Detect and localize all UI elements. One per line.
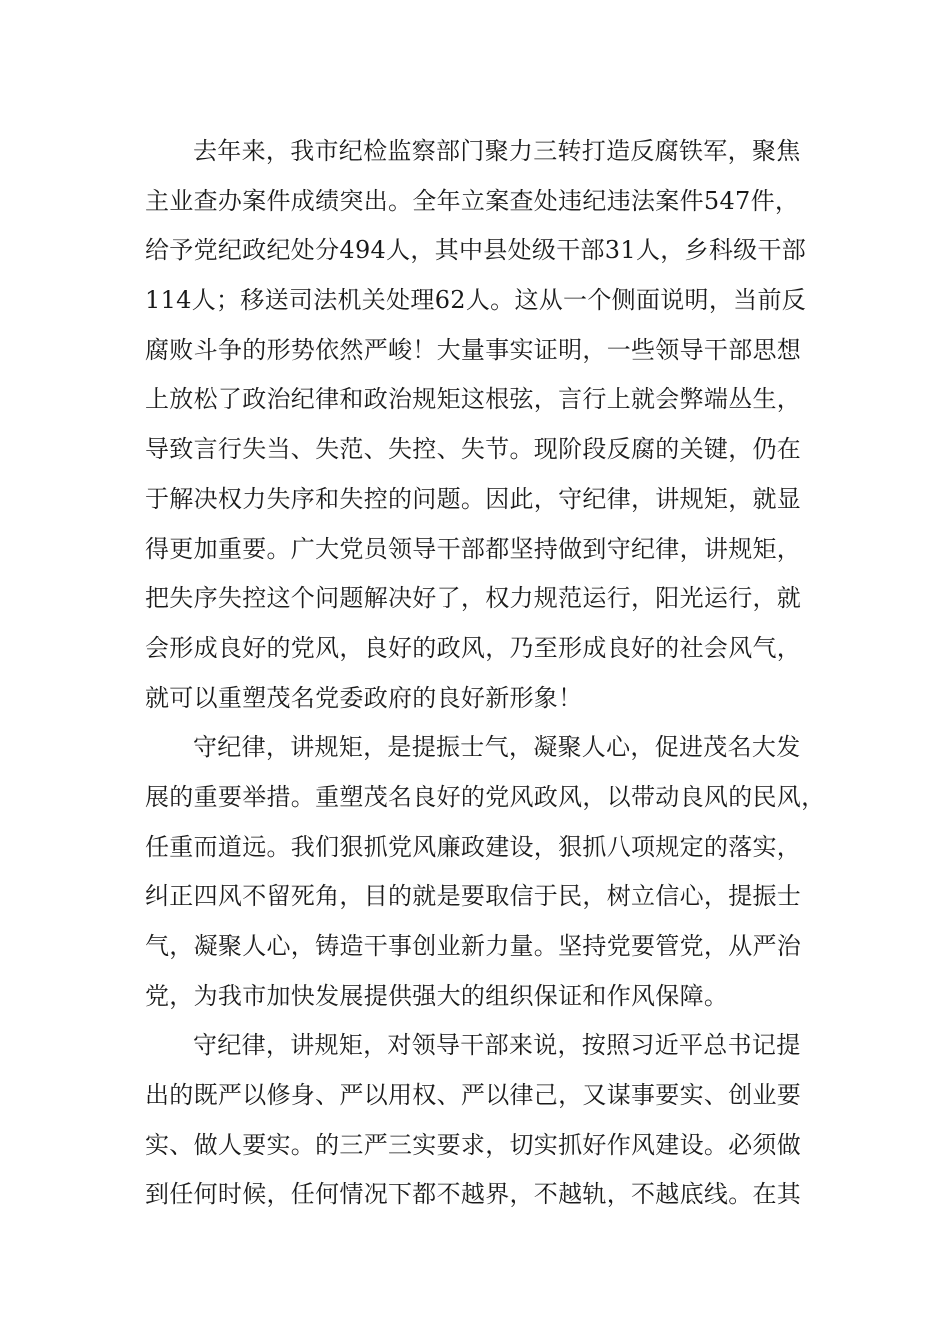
paragraph-1-line-12: 就可以重塑茂名党委政府的良好新形象！ — [145, 683, 583, 712]
paragraph-3-line-4: 到任何时候，任何情况下都不越界，不越轨，不越底线。在其 — [145, 1180, 802, 1209]
paragraph-3-line-2: 出的既严以修身、严以用权、严以律己，又谋事要实、创业要 — [145, 1081, 802, 1110]
paragraph-1-line-10: 把失序失控这个问题解决好了，权力规范运行，阳光运行，就 — [145, 584, 802, 613]
paragraph-1-line-6: 上放松了政治纪律和政治规矩这根弦，言行上就会弊端丛生， — [145, 385, 802, 414]
paragraph-1-line-4: 114人；移送司法机关处理62人。这从一个侧面说明，当前反 — [145, 286, 807, 315]
paragraph-2-line-2: 展的重要举措。重塑茂名良好的党风政风，以带动良风的民风， — [145, 782, 826, 811]
paragraph-2-line-6: 党，为我市加快发展提供强大的组织保证和作风保障。 — [145, 981, 729, 1010]
paragraph-1-line-2: 主业查办案件成绩突出。全年立案查处违纪违法案件547件， — [145, 186, 800, 215]
paragraph-1-line-3: 给予党纪政纪处分494人，其中县处级干部31人，乡科级干部 — [145, 236, 807, 265]
paragraph-2-line-4: 纠正四风不留死角，目的就是要取信于民，树立信心，提振士 — [145, 882, 802, 911]
paragraph-1-line-7: 导致言行失当、失范、失控、失节。现阶段反腐的关键，仍在 — [145, 435, 802, 464]
paragraph-1-line-9: 得更加重要。广大党员领导干部都坚持做到守纪律，讲规矩， — [145, 534, 802, 563]
paragraph-2-line-1: 守纪律，讲规矩，是提振士气，凝聚人心，促进茂名大发 — [193, 733, 801, 762]
paragraph-1-line-5: 腐败斗争的形势依然严峻！大量事实证明，一些领导干部思想 — [145, 335, 802, 364]
paragraph-3-line-1: 守纪律，讲规矩，对领导干部来说，按照习近平总书记提 — [193, 1031, 801, 1060]
paragraph-3-line-3: 实、做人要实。的三严三实要求，切实抓好作风建设。必须做 — [145, 1130, 802, 1159]
paragraph-1-line-8: 于解决权力失序和失控的问题。因此，守纪律，讲规矩，就显 — [145, 484, 802, 513]
paragraph-1-line-1: 去年来，我市纪检监察部门聚力三转打造反腐铁军，聚焦 — [193, 137, 801, 165]
paragraph-2-line-3: 任重而道远。我们狠抓党风廉政建设，狠抓八项规定的落实， — [145, 832, 802, 861]
document-body — [145, 127, 826, 1220]
paragraph-1-line-11: 会形成良好的党风，良好的政风，乃至形成良好的社会风气， — [145, 633, 802, 662]
paragraph-2-line-5: 气，凝聚人心，铸造干事创业新力量。坚持党要管党，从严治 — [145, 932, 802, 960]
